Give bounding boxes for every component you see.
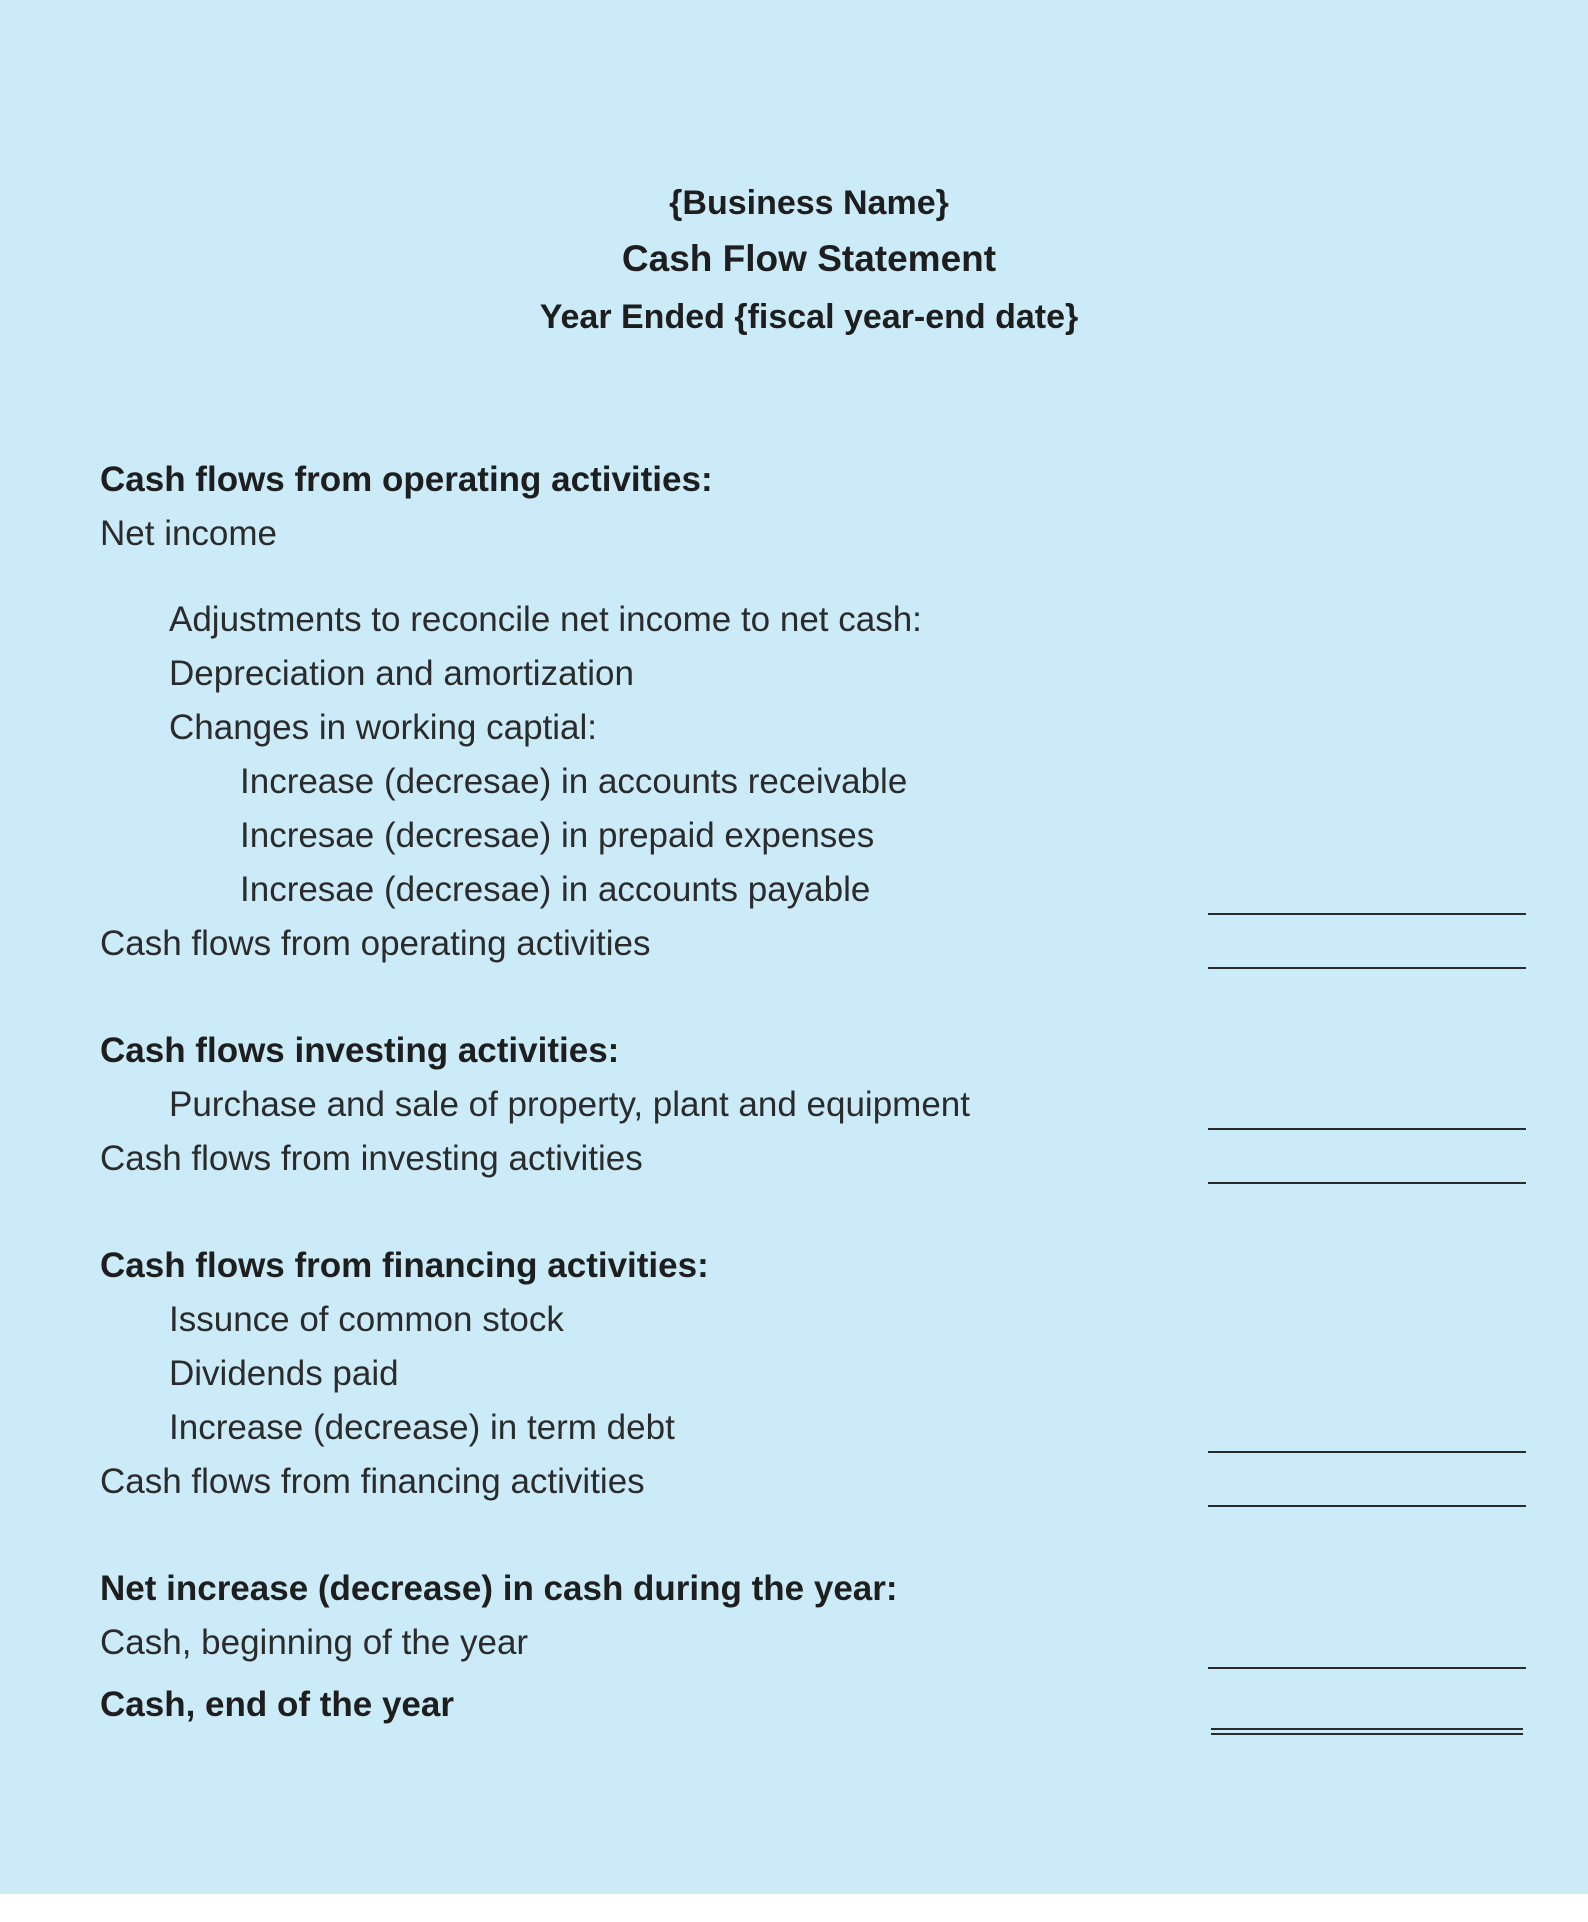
operating-heading: Cash flows from operating activities: bbox=[100, 460, 713, 499]
payable-amount-line bbox=[1208, 913, 1526, 915]
business-name: {Business Name} bbox=[669, 184, 949, 222]
adjustments-label: Adjustments to reconcile net income to net cash: bbox=[169, 600, 922, 639]
statement-period: Year Ended {fiscal year-end date} bbox=[539, 298, 1079, 336]
prepaid-label: Incresae (decresae) in prepaid expenses bbox=[240, 816, 875, 855]
operating-total-label: Cash flows from operating activities bbox=[100, 924, 651, 963]
financing-total-label: Cash flows from financing activities bbox=[100, 1462, 645, 1501]
term-debt-amount-line bbox=[1208, 1451, 1526, 1453]
dividends-label: Dividends paid bbox=[169, 1354, 399, 1393]
statement-title: Cash Flow Statement bbox=[621, 238, 997, 279]
net-income-label: Net income bbox=[100, 514, 278, 553]
ppe-label: Purchase and sale of property, plant and equipment bbox=[169, 1085, 970, 1124]
cash-begin-label: Cash, beginning of the year bbox=[100, 1623, 529, 1662]
working-capital-label: Changes in working captial: bbox=[169, 708, 598, 747]
financing-total-line bbox=[1208, 1505, 1526, 1507]
payable-label: Incresae (decresae) in accounts payable bbox=[240, 870, 871, 909]
cash-end-double-line bbox=[1211, 1728, 1523, 1735]
investing-total-label: Cash flows from investing activities bbox=[100, 1139, 643, 1178]
investing-total-line bbox=[1208, 1182, 1526, 1184]
cash-begin-line bbox=[1208, 1667, 1526, 1669]
term-debt-label: Increase (decrease) in term debt bbox=[169, 1408, 675, 1447]
ppe-amount-line bbox=[1208, 1128, 1526, 1130]
common-stock-label: Issunce of common stock bbox=[169, 1300, 564, 1339]
operating-total-line bbox=[1208, 967, 1526, 969]
cash-end-label: Cash, end of the year bbox=[100, 1685, 454, 1724]
net-change-heading: Net increase (decrease) in cash during the year: bbox=[100, 1569, 898, 1608]
financing-heading: Cash flows from financing activities: bbox=[100, 1246, 709, 1285]
receivable-label: Increase (decresae) in accounts receivable bbox=[240, 762, 908, 801]
depreciation-label: Depreciation and amortization bbox=[169, 654, 634, 693]
investing-heading: Cash flows investing activities: bbox=[100, 1031, 620, 1070]
